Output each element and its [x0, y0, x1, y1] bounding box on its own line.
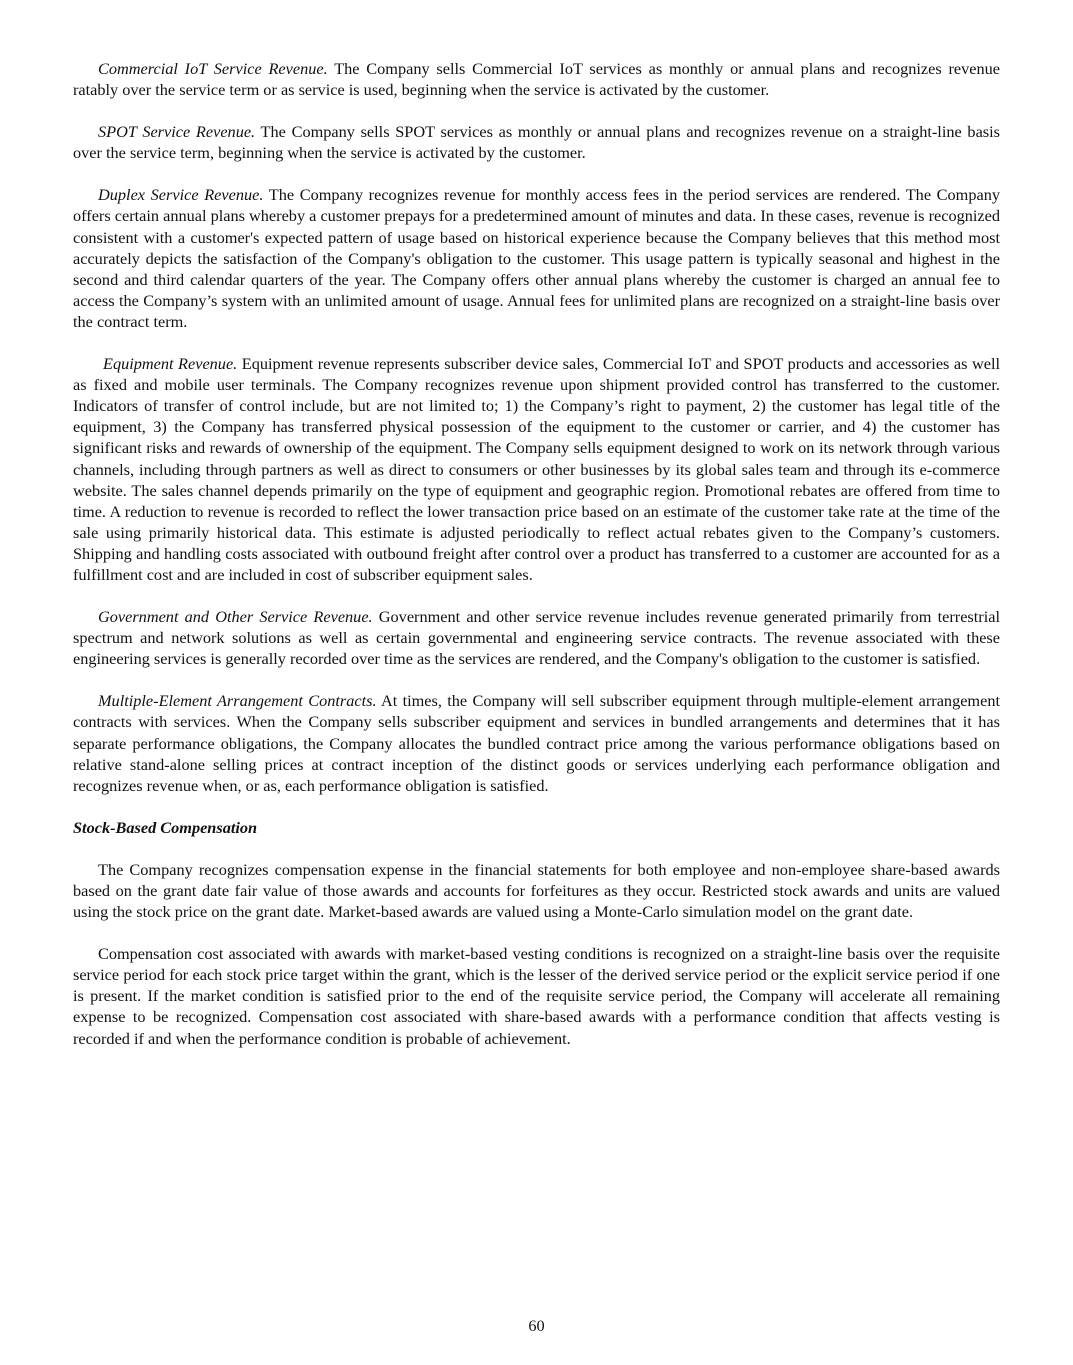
paragraph-market-based-vesting: Compensation cost associated with awards with market-based vesting conditions is recognized on a straight-line basis over the requisite service period for each stock price target within the grant, which is the lesser of the derived service period or the explicit service period if one is present. If the market condition is satisfied prior to the end of the requisite service period, the Company will accelerate all remaining expense to be recognized. Compensation cost associated with share-based awards with a performance condition that affects vesting is recorded if and when the performance condition is probable of achievement.	[73, 944, 1000, 1048]
paragraph-body: At times, the Company will sell subscriber equipment through multiple-element arrangement contracts with services. When the Company sells subscriber equipment and services in bundled arrangements and determines that it has separate performance obligations, the Company allocates the bundled contract price among the various performance obligations based on relative stand-alone selling prices at contract inception of the distinct goods or services underlying each performance obligation and recognizes revenue when, or as, each performance obligation is satisfied.	[73, 691, 1000, 795]
paragraph-lead: Government and Other Service Revenue.	[98, 607, 373, 627]
document-page	[73, 58, 1000, 1070]
paragraph-lead: Commercial IoT Service Revenue.	[98, 59, 328, 78]
paragraph-lead: Duplex Service Revenue.	[98, 185, 264, 205]
paragraph-duplex	[73, 184, 1000, 332]
paragraph-multiple-element	[73, 690, 1000, 795]
paragraph-lead: Equipment Revenue.	[103, 354, 238, 374]
paragraph-commercial-iot	[73, 58, 1000, 100]
paragraph-lead: SPOT Service Revenue.	[98, 122, 256, 142]
paragraph-equipment	[73, 353, 1000, 585]
paragraph-body: The Company sells SPOT services as monthly or annual plans and recognizes revenue on a straight-line basis over the service term, beginning when the service is activated by the customer.	[73, 122, 1000, 163]
paragraph-government	[73, 606, 1000, 669]
paragraph-body: Equipment revenue represents subscriber device sales, Commercial IoT and SPOT products and accessories as well as fixed and mobile user terminals. The Company recognizes revenue upon shipment provided control has transferred to the customer. Indicators of transfer of control include, but are not limited to; 1) the Company’s right to payment, 2) the customer has legal title of the equipment, 3) the Company has transferred physical possession of the equipment to the customer or carrier, and 4) the customer has significant risks and rewards of ownership of the equipment. The Company sells equipment designed to work on its network through various channels, including through partners as well as direct to consumers or other businesses by its global sales team and through its e-commerce website. The sales channel depends primarily on the type of equipment and geographic region. Promotional rebates are offered from time to time. A reduction to revenue is recorded to reflect the lower transaction price based on an estimate of the customer take rate at the time of the sale using primarily historical data. This estimate is adjusted periodically to reflect actual rebates given to the Company’s customers. Shipping and handling costs associated with outbound freight after control over a product has transferred to a customer are accounted for as a fulfillment cost and are included in cost of subscriber equipment sales.	[73, 354, 1000, 584]
paragraph-body: The Company sells Commercial IoT services as monthly or annual plans and recognizes revenue ratably over the service term or as service is used, beginning when the service is activated by the customer.	[73, 59, 1000, 100]
paragraph-body: The Company recognizes revenue for monthly access fees in the period services are rendered. The Company offers certain annual plans whereby a customer prepays for a predetermined amount of minutes and data. In these cases, revenue is recognized consistent with a customer's expected pattern of usage based on historical experience because the Company believes that this method most accurately depicts the satisfaction of the Company's obligation to the customer. This usage pattern is typically seasonal and highest in the second and third calendar quarters of the year. The Company offers other annual plans whereby the customer is charged an annual fee to access the Company’s system with an unlimited amount of usage. Annual fees for unlimited plans are recognized on a straight-line basis over the contract term.	[73, 185, 1000, 331]
paragraph-lead: Multiple-Element Arrangement Contracts.	[98, 691, 377, 711]
paragraph-stock-compensation: The Company recognizes compensation expense in the financial statements for both employee and non-employee share-based awards based on the grant date fair value of those awards and accounts for forfeitures as they occur. Restricted stock awards and units are valued using the stock price on the grant date. Market-based awards are valued using a Monte-Carlo simulation model on the grant date.	[73, 859, 1000, 922]
paragraph-body: Government and other service revenue includes revenue generated primarily from terrestrial spectrum and network solutions as well as certain governmental and engineering service contracts. The revenue associated with these engineering services is generally recorded over time as the services are rendered, and the Company's obligation to the customer is satisfied.	[73, 607, 1000, 669]
page-number: 60	[528, 1316, 545, 1335]
paragraph-spot	[73, 121, 1000, 163]
section-heading: Stock-Based Compensation	[73, 817, 258, 837]
